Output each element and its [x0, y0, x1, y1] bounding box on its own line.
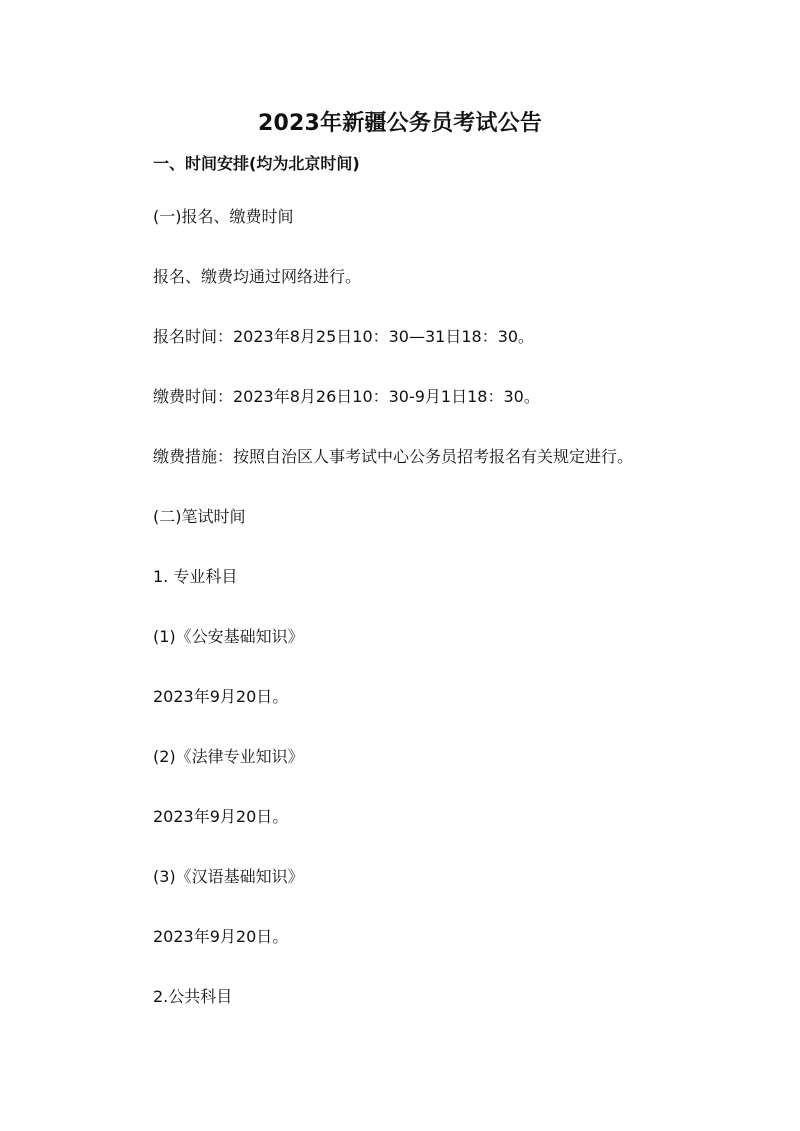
list-item-subject-2: (2)《法律专业知识》: [153, 747, 304, 766]
paragraph-online-note: 报名、缴费均通过网络进行。: [153, 267, 362, 286]
document-title: 2023年新疆公务员考试公告: [257, 111, 543, 136]
list-item-subject-1: (1)《公安基础知识》: [153, 627, 304, 646]
paragraph-subject-1-date: 2023年9月20日。: [153, 687, 289, 706]
paragraph-payment-time: 缴费时间：2023年8月26日10：30-9月1日18：30。: [153, 387, 540, 406]
paragraph-registration-time: 报名时间：2023年8月25日10：30—31日18：30。: [153, 327, 535, 346]
subsection-heading-written-exam: (二)笔试时间: [153, 507, 246, 526]
paragraph-subject-2-date: 2023年9月20日。: [153, 807, 289, 826]
section-heading: 一、时间安排(均为北京时间): [153, 154, 360, 173]
list-item-professional-subjects: 1. 专业科目: [153, 567, 238, 586]
list-item-subject-3: (3)《汉语基础知识》: [153, 867, 304, 886]
paragraph-payment-measures: 缴费措施：按照自治区人事考试中心公务员招考报名有关规定进行。: [153, 447, 634, 466]
paragraph-subject-3-date: 2023年9月20日。: [153, 927, 289, 946]
list-item-public-subjects: 2.公共科目: [153, 987, 233, 1006]
subsection-heading-registration: (一)报名、缴费时间: [153, 207, 294, 226]
